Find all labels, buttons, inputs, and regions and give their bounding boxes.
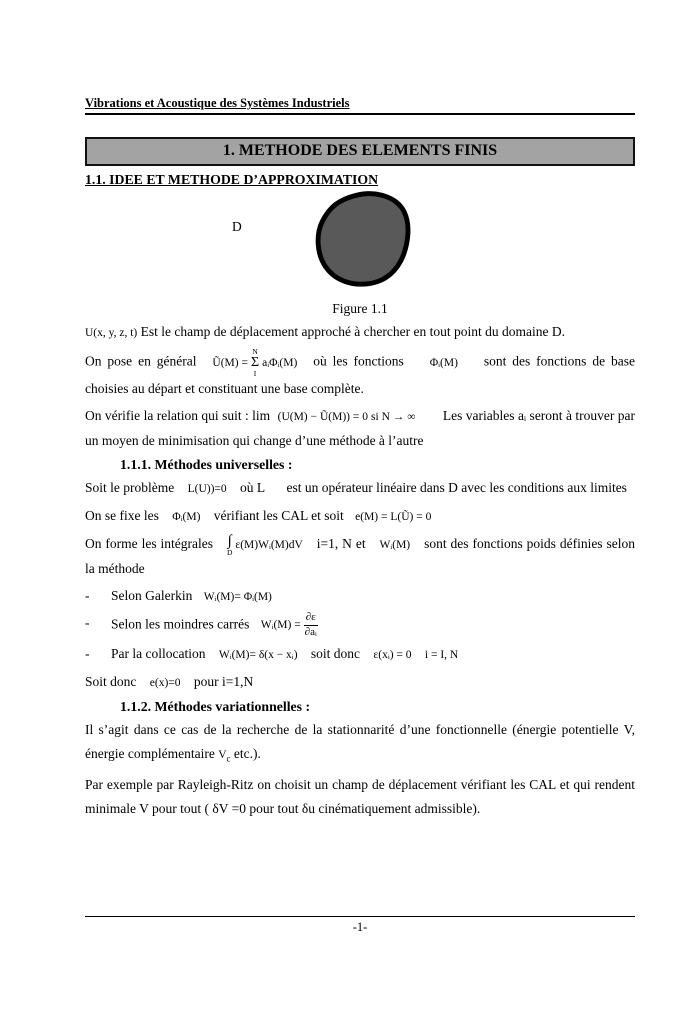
collocation-line bbox=[111, 642, 458, 667]
figure-caption: Figure 1.1 bbox=[332, 301, 388, 316]
list-item-galerkin bbox=[85, 584, 635, 609]
derivative-fraction bbox=[304, 611, 318, 640]
integrals-lead: On forme les intégrales bbox=[85, 536, 214, 551]
math-collocation-zero: ε(xᵢ) = 0 bbox=[373, 648, 412, 661]
least-squares-line bbox=[111, 611, 318, 640]
problem-mid: où L bbox=[240, 480, 266, 495]
equation-weighted-integral bbox=[227, 533, 303, 557]
page-footer bbox=[85, 916, 635, 935]
collocation-label: Par la collocation bbox=[111, 645, 206, 661]
math-e-x-zero: e(x)=0 bbox=[149, 676, 181, 689]
paragraph-fix-phi bbox=[85, 504, 635, 529]
equation-sum-approximation bbox=[212, 348, 297, 377]
fraction-numerator: ∂ε bbox=[304, 611, 318, 626]
stationarity-text-1: Il s’agit dans ce cas de la recherche de la stationnarité d’une fonctionnelle (énergie potentielle V, énergie complémentaire bbox=[85, 721, 635, 761]
chapter-title-box bbox=[85, 137, 635, 166]
list-item-collocation bbox=[85, 642, 635, 667]
paragraph-soit-donc bbox=[85, 670, 635, 695]
galerkin-label: Selon Galerkin bbox=[111, 588, 193, 603]
fix-lead: On se fixe les bbox=[85, 508, 159, 523]
integral-symbol: ∫ bbox=[227, 532, 232, 549]
section-heading-1-1-text: 1.1. IDEE ET METHODE D’APPROXIMATION bbox=[85, 172, 379, 187]
math-displacement-field: U(x, y, z, t) bbox=[85, 327, 138, 339]
collocation-mid: soit donc bbox=[310, 645, 361, 661]
sum-terms: aᵢΦᵢ(M) bbox=[262, 356, 298, 369]
figure-1-1 bbox=[85, 191, 635, 293]
sigma-symbol: Σ bbox=[250, 354, 260, 370]
math-v-complementary bbox=[218, 749, 230, 761]
math-collocation-range: i = I, N bbox=[424, 648, 459, 661]
domain-blob-shape bbox=[305, 189, 419, 291]
stationarity-text-2: etc.). bbox=[233, 745, 261, 761]
integral-domain: D bbox=[226, 547, 233, 557]
least-squares-label: Selon les moindres carrés bbox=[111, 616, 250, 632]
sigma-stack bbox=[251, 348, 259, 377]
math-galerkin: Wᵢ(M)= Φᵢ(M) bbox=[203, 591, 272, 603]
paragraph-integrals bbox=[85, 532, 635, 581]
math-residual: e(M) = L(Ũ) = 0 bbox=[355, 511, 432, 523]
math-linear-operator: L(U))=0 bbox=[187, 483, 227, 495]
soit-lead: Soit donc bbox=[85, 673, 137, 689]
general-form-lead: On pose en général bbox=[85, 353, 197, 369]
section-heading-1-1-2: 1.1.2. Méthodes variationnelles : bbox=[120, 698, 311, 714]
vc-subscript: c bbox=[226, 752, 231, 763]
sum-lower-bound: I bbox=[253, 368, 257, 378]
paragraph-stationarity bbox=[85, 718, 635, 770]
page-number: -1- bbox=[352, 920, 368, 934]
rayleigh-text: Par exemple par Rayleigh-Ritz on choisit un champ de déplacement vérifiant les CAL et qui rendent minimale V pour tout ( δV =0 pour tout δu cinématiquement admissible). bbox=[85, 776, 635, 816]
math-basis-function: Φᵢ(M) bbox=[429, 356, 458, 369]
integrand: ε(M)Wᵢ(M)dV bbox=[235, 538, 303, 551]
math-limit-relation: (U(M) − Ũ(M)) = 0 si N → ∞ bbox=[277, 411, 416, 423]
list-dash: - bbox=[85, 645, 90, 661]
math-phi-i: Φᵢ(M) bbox=[172, 511, 201, 523]
general-form-mid: où les fonctions bbox=[313, 353, 404, 369]
galerkin-line bbox=[111, 584, 272, 609]
paragraph-limit-relation bbox=[85, 404, 635, 453]
list-dash: - bbox=[85, 588, 90, 603]
sum-upper-bound: N bbox=[252, 347, 258, 356]
soit-tail: pour i=1,N bbox=[193, 673, 254, 689]
page-content bbox=[85, 96, 635, 824]
list-item-least-squares bbox=[85, 611, 635, 640]
section-heading-1-1-1: 1.1.1. Méthodes universelles : bbox=[120, 457, 293, 472]
fraction-denominator: ∂aᵢ bbox=[304, 625, 317, 638]
math-collocation: Wᵢ(M)= δ(x − xᵢ) bbox=[218, 648, 298, 661]
integral-stack bbox=[227, 534, 232, 557]
limit-lead: On vérifie la relation qui suit : lim bbox=[85, 408, 271, 423]
integrals-tail: sont des fonctions poids définies selon la méthode bbox=[85, 536, 635, 576]
problem-tail: est un opérateur linéaire dans D avec les conditions aux limites bbox=[286, 480, 627, 495]
paragraph-general-form bbox=[85, 348, 635, 401]
paragraph-rayleigh-ritz bbox=[85, 773, 635, 821]
vc-base: V bbox=[218, 748, 227, 761]
list-dash: - bbox=[85, 615, 90, 630]
paragraph-displacement-text: Est le champ de déplacement approché à chercher en tout point du domaine D. bbox=[140, 324, 565, 339]
blob-path bbox=[318, 194, 408, 285]
running-header bbox=[85, 96, 635, 115]
domain-label: D bbox=[232, 219, 242, 234]
fix-mid: vérifiant les CAL et soit bbox=[213, 508, 344, 523]
paragraph-problem bbox=[85, 476, 635, 501]
section-heading-1-1 bbox=[85, 172, 635, 188]
equation-least-squares bbox=[261, 611, 318, 640]
math-weight-function: Wᵢ(M) bbox=[379, 539, 411, 551]
integrals-mid: i=1, N et bbox=[316, 536, 366, 551]
sum-prefix: Ũ(M) = bbox=[212, 356, 248, 369]
general-form-tail: sont des fonctions de base choisies au départ et constituant une base complète. bbox=[85, 353, 635, 396]
paragraph-displacement-field bbox=[85, 320, 635, 345]
least-squares-lhs: Wᵢ(M) = bbox=[260, 619, 301, 632]
problem-lead: Soit le problème bbox=[85, 480, 175, 495]
limit-tail: Les variables aᵢ seront à trouver par un moyen de minimisation qui change d’une méthode à l’autre bbox=[85, 408, 636, 448]
course-title: Vibrations et Acoustique des Systèmes Industriels bbox=[85, 96, 350, 110]
chapter-title: 1. METHODE DES ELEMENTS FINIS bbox=[222, 142, 498, 159]
